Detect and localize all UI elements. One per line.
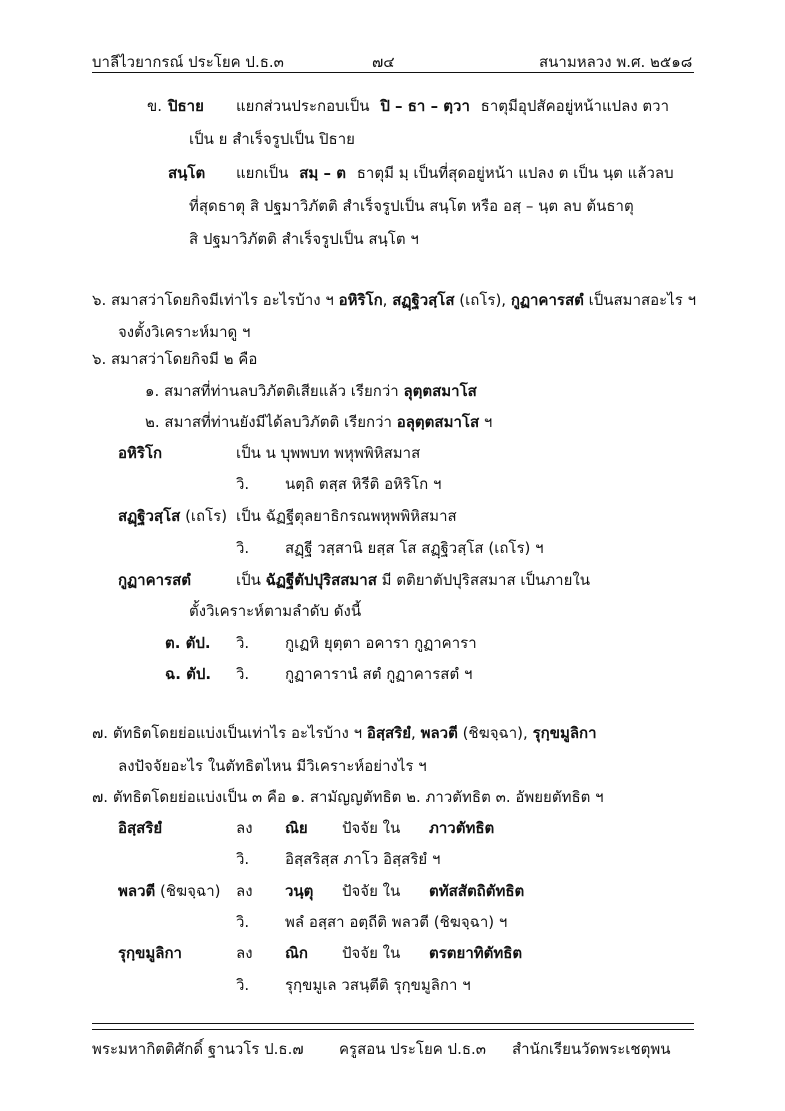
a6-ex3-term: กูฏาคารสตํ [118,571,191,589]
a7-r3-suffix: ณิก [285,944,308,962]
item-kho-line1: แยกส่วนประกอบเป็น ปิ – ธา – ตฺวา ธาตุมีอุปสัคอยู่หน้าแปลง ตวา [236,97,670,115]
a7-r2-vi: วิ. [236,913,250,931]
a7-r2-suffix: วนฺตุ [285,882,314,900]
footer-right: สำนักเรียนวัดพระเชตุพน [512,1040,671,1058]
q7-line1: ๗. ตัทธิตโดยย่อแบ่งเป็นเท่าไร อะไรบ้าง ฯ อิสฺสริยํ, พลวตี (ชิฆจฺฉา), รุกฺขมูลิกา [92,724,597,742]
a6-point1: ๑. สมาสที่ท่านลบวิภัตติเสียแล้ว เรียกว่า ลุตฺตสมาโส [145,382,477,400]
a7-r2-text: พลํ อสฺสา อตฺถีติ พลวตี (ชิฆจฺฉา) ฯ [285,913,508,931]
a7-r2-category: ตทัสสัตถิตัทธิต [429,882,525,900]
a6-ex3-desc: เป็น ฉัฏฐีตัปปุริสสมาส มี ตติยาตัปปุริสสมาส เป็นภายใน [236,571,590,589]
a6-ex2-text: สฏฺฐี วสฺสานิ ยสฺส โส สฏฺฐิวสฺโส (เถโร) ฯ [285,539,544,557]
a7-r3-category: ตรตยาทิตัทธิต [429,944,523,962]
a7-r1-suffix: ณิย [285,819,308,837]
header-rule [92,72,694,73]
a7-intro: ๗. ตัทธิตโดยย่อแบ่งเป็น ๓ คือ ๑. สามัญญตัทธิต ๒. ภาวตัทธิต ๓. อัพยยตัทธิต ฯ [92,788,604,806]
a7-r1-vi: วิ. [236,850,250,868]
a7-r1-long: ลง [236,819,253,837]
footer-left: พระมหากิตติศักดิ์ ฐานวโร ป.ธ.๗ [92,1040,304,1058]
a7-r3-term: รุกฺขมูลิกา [118,944,182,962]
header-right: สนามหลวง พ.ศ. ๒๕๑๘ [539,53,693,71]
a6-ex2-desc: เป็น ฉัฏฐีตุลยาธิกรณพหุพพิหิสมาส [236,507,457,525]
footer-rule-top [92,1023,694,1024]
a6-ex1-desc: เป็น น บุพพบท พหุพพิหิสมาส [236,444,421,462]
item-kho-marker: ข. [147,97,163,115]
a6-ex3-r1-text: กูเฏหิ ยุตฺตา อคารา กูฏาคารา [285,634,477,652]
a6-ex3-line2: ตั้งวิเคราะห์ตามลำดับ ดังนี้ [189,602,362,620]
a7-r1-text: อิสฺสริสฺส ภาโว อิสฺสริยํ ฯ [285,850,441,868]
a6-ex3-r1-label: ต. ตัป. [165,634,211,652]
a7-r2-term: พลวตี (ชิฆจฺฉา) [118,882,221,900]
a6-point2: ๒. สมาสที่ท่านยังมีได้ลบวิภัตติ เรียกว่า อลุตฺตสมาโส ฯ [145,413,493,431]
footer-center: ครูสอน ประโยค ป.ธ.๓ [339,1040,487,1058]
q6-line1: ๖. สมาสว่าโดยกิจมีเท่าไร อะไรบ้าง ฯ อหิริโก, สฏฺฐิวสฺโส (เถโร), กูฏาคารสตํ เป็นสมาสอะไร ฯ [92,291,697,309]
item-santo-line3: สิ ปฐมาวิภัตติ สำเร็จรูปเป็น สนฺโต ฯ [189,230,419,248]
a7-r2-long: ลง [236,882,253,900]
a6-ex1-term: อหิริโก [118,444,163,462]
a6-intro: ๖. สมาสว่าโดยกิจมี ๒ คือ [92,350,258,368]
q7-line2: ลงปัจจัยอะไร ในตัทธิตไหน มีวิเคราะห์อย่างไร ฯ [118,757,427,775]
a7-r1-category: ภาวตัทธิต [429,819,495,837]
item-santo-term: สนฺโต [168,164,206,182]
a7-r3-paccaya: ปัจจัย ใน [342,944,401,962]
a7-r2-paccaya: ปัจจัย ใน [342,882,401,900]
a7-r1-term: อิสฺสริยํ [118,819,163,837]
a6-ex3-r2-text: กูฏาคารานํ สตํ กูฏาคารสตํ ฯ [285,665,473,683]
item-santo-line2: ที่สุดธาตุ สิ ปฐมาวิภัตติ สำเร็จรูปเป็น สนฺโต หรือ อสฺ – นฺต ลบ ต้นธาตุ [189,197,634,215]
a7-r3-text: รุกฺขมูเล วสนฺตีติ รุกฺขมูลิกา ฯ [285,976,471,994]
a6-ex1-vi: วิ. [236,475,250,493]
a6-ex1-text: นตฺถิ ตสฺส หิรีติ อหิริโก ฯ [285,475,442,493]
item-santo-line1: แยกเป็น สมฺ – ต ธาตุมี มฺ เป็นที่สุดอยู่หน้า แปลง ต เป็น นฺต แล้วลบ [236,164,674,182]
a6-ex2-term: สฏฺฐิวสฺโส (เถโร) [118,507,228,525]
a7-r3-vi: วิ. [236,976,250,994]
a7-r1-paccaya: ปัจจัย ใน [342,819,401,837]
item-kho-term: ปิธาย [168,97,204,115]
a6-ex2-vi: วิ. [236,539,250,557]
page-number: ๗๔ [372,53,395,71]
header-left: บาลีไวยากรณ์ ประโยค ป.ธ.๓ [92,53,284,71]
footer-rule-bottom [92,1029,694,1030]
a7-r3-long: ลง [236,944,253,962]
a6-ex3-r1-vi: วิ. [236,634,250,652]
item-kho-line2: เป็น ย สำเร็จรูปเป็น ปิธาย [189,130,355,148]
q6-line2: จงตั้งวิเคราะห์มาดู ฯ [118,323,251,341]
a6-ex3-r2-label: ฉ. ตัป. [165,665,212,683]
a6-ex3-r2-vi: วิ. [236,665,250,683]
